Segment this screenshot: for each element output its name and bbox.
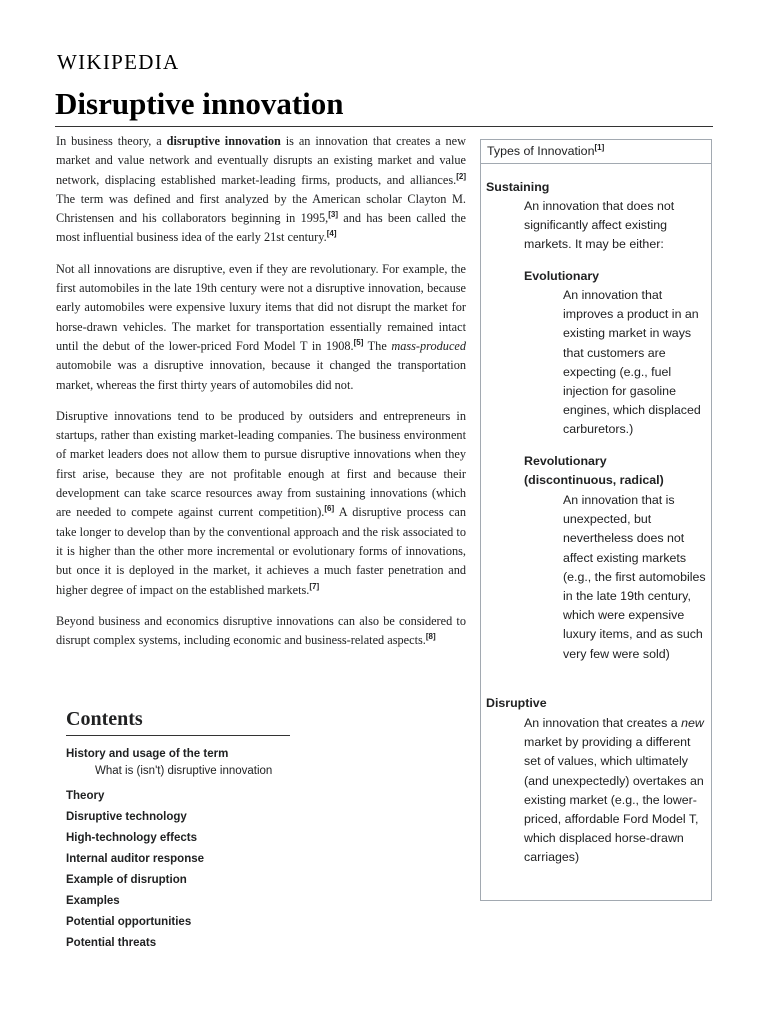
text: The: [363, 338, 392, 353]
paragraph-intro: [56, 132, 466, 248]
toc-link[interactable]: Internal auditor response: [66, 853, 205, 865]
infobox-revolutionary-desc: An innovation that is unexpected, but nevertheless does not affect existing markets (e.g., the first automobiles in the late 19th century, which were expensive luxury items, and as such very few were sold): [563, 493, 706, 661]
toc-title: Contents: [66, 705, 290, 736]
text: A disruptive process can take longer to develop than by the conventional approach and the risk associated to it is higher than the other more incremental or evolutionary forms of innovations, but once it is deployed in the market, it achieves a much faster penetration and higher degree of impact on the established markets.: [56, 505, 466, 597]
text: Disruptive innovations tend to be produced by outsiders and entrepreneurs in startups, rather than existing market-leading companies. The business environment of market leaders does not allow them to pursue disruptive innovations when they first arise, because they are not profitable enough at first and because their development can take scarce resources away from sustaining innovations (which are needed to compete against current competition).: [56, 408, 466, 520]
text: In business theory, a: [56, 134, 167, 148]
infobox-title-text: Types of Innovation: [487, 144, 595, 158]
toc-item: [66, 744, 306, 777]
infobox-types-of-innovation: [480, 139, 712, 901]
text: The term was defined and first analyzed by the American scholar Clayton M. Christensen and his collaborators beginning in 1995,: [56, 191, 466, 226]
article-body: [56, 132, 466, 662]
toc-link[interactable]: Potential threats: [66, 937, 157, 949]
toc-item: [66, 912, 306, 933]
toc-item: [66, 828, 306, 849]
citation-link[interactable]: [6]: [324, 504, 335, 514]
term-bold: disruptive innovation: [166, 134, 281, 148]
infobox-section-sustaining: Sustaining: [486, 180, 550, 194]
text: Not all innovations are disruptive, even if they are revolutionary. For example, the first automobiles in the late 19th century were not a disruptive innovation, because early automobiles were expensive luxury items that did not disrupt the market for horse-drawn vehicles. The market for transportation essentially remained intact until the debut of the lower-priced Ford Model T in 1908.: [56, 261, 466, 353]
toc-link[interactable]: High-technology effects: [66, 832, 197, 844]
toc-item: [66, 891, 306, 912]
toc-list: [66, 744, 306, 954]
infobox-sustaining-desc: An innovation that does not significantly affect existing markets. It may be either:: [524, 199, 675, 252]
text: An innovation that creates a: [524, 716, 682, 730]
citation-link[interactable]: [3]: [328, 210, 339, 220]
infobox-evolutionary-desc: An innovation that improves a product in an existing market in ways that customers are expecting (e.g., fuel injection for gasoline engines, which displaced carburetors.): [563, 288, 701, 437]
text: automobile was a disruptive innovation, because it changed the transportation market, whereas the first thirty years of automobiles did not.: [56, 358, 466, 392]
toc-item: [66, 786, 306, 807]
infobox-section-disruptive: Disruptive: [486, 696, 547, 710]
toc-link[interactable]: Examples: [66, 895, 120, 907]
table-of-contents: [66, 705, 306, 954]
text: is an innovation that creates a new market and value network and eventually disrupts an existing market and value network, displacing established market-leading firms, products, and alliances.: [56, 134, 466, 187]
toc-link[interactable]: Theory: [66, 790, 105, 802]
paragraph-outsiders: [56, 407, 466, 600]
infobox-sub-evolutionary: Evolutionary: [524, 269, 600, 283]
citation-link[interactable]: [4]: [326, 229, 337, 239]
title-divider: [55, 126, 713, 127]
toc-item: [66, 933, 306, 954]
text: and has been called the most influential business idea of the early 21st century.: [56, 211, 466, 245]
page-title: Disruptive innovation: [55, 86, 344, 121]
toc-link[interactable]: Potential opportunities: [66, 916, 192, 928]
text-italic: new: [681, 716, 704, 730]
toc-link[interactable]: Example of disruption: [66, 874, 187, 886]
toc-item: [66, 849, 306, 870]
toc-subitem: [95, 765, 306, 777]
citation-link[interactable]: [2]: [456, 171, 466, 181]
term-italic: mass-produced: [391, 338, 467, 353]
infobox-title: [481, 140, 711, 164]
citation-link[interactable]: [1]: [594, 142, 605, 152]
toc-sublist: [66, 765, 306, 777]
paragraph-examples: [56, 260, 466, 395]
text: market by providing a different set of values, which ultimately (and unexpectedly) overtakes an existing market (e.g., the lower-priced, affordable Ford Model T, which displaced horse-drawn carriages): [524, 735, 704, 865]
toc-item: [66, 807, 306, 828]
citation-link[interactable]: [8]: [425, 632, 436, 642]
citation-link[interactable]: [5]: [353, 337, 364, 347]
toc-item: [66, 870, 306, 891]
paragraph-complex-systems: [56, 612, 466, 651]
infobox-disruptive-desc: [524, 714, 706, 868]
wikipedia-logo[interactable]: WIKIPEDIA: [57, 50, 180, 74]
citation-link[interactable]: [7]: [309, 581, 320, 591]
toc-link[interactable]: What is (isn't) disruptive innovation: [95, 765, 273, 777]
toc-link[interactable]: Disruptive technology: [66, 811, 187, 823]
toc-link[interactable]: History and usage of the term: [66, 748, 229, 760]
text: Beyond business and economics disruptive innovations can also be considered to disrupt complex systems, including economic and business-related aspects.: [56, 613, 466, 648]
infobox-sub-revolutionary: Revolutionary (discontinuous, radical): [524, 454, 664, 488]
